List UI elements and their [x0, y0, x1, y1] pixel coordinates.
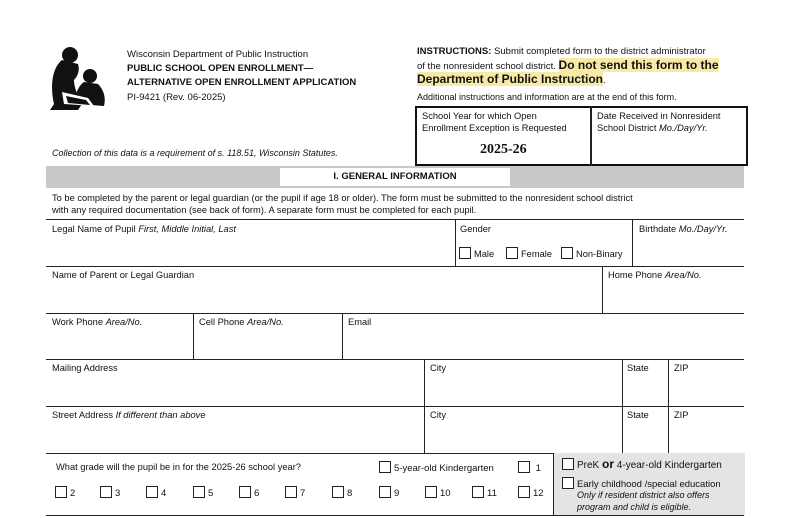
- section-title: I. GENERAL INFORMATION: [280, 168, 510, 186]
- grade-4-checkbox[interactable]: [146, 486, 158, 498]
- early-childhood-note: Only if resident district also offers program and child is eligible.: [577, 490, 710, 512]
- cell-phone-label: Cell Phone Area/No.: [199, 317, 284, 327]
- birthdate-label: Birthdate Mo./Day/Yr.: [639, 224, 728, 234]
- grade-4-option[interactable]: 4: [146, 486, 166, 499]
- additional-instructions: Additional instructions and information are at the end of this form.: [417, 92, 677, 102]
- email-label: Email: [348, 317, 372, 327]
- school-year-label-line2: Enrollment Exception is Requested: [422, 122, 567, 133]
- grade-7-option[interactable]: 7: [285, 486, 305, 499]
- grade-8-checkbox[interactable]: [332, 486, 344, 498]
- zip2-label: ZIP: [674, 410, 689, 420]
- gender-label: Gender: [460, 224, 492, 234]
- gender-male-option[interactable]: Male: [459, 247, 494, 259]
- grade-7-checkbox[interactable]: [285, 486, 297, 498]
- grade-1-option[interactable]: 1: [518, 461, 541, 474]
- cell-phone-field[interactable]: [199, 331, 339, 356]
- collection-note: Collection of this data is a requirement of s. 118.51, Wisconsin Statutes.: [52, 148, 338, 158]
- instructions-line1: Submit completed form to the district administrator: [491, 46, 706, 57]
- grade-5-checkbox[interactable]: [193, 486, 205, 498]
- prek-checkbox[interactable]: [562, 458, 574, 470]
- city2-label: City: [430, 410, 447, 420]
- date-received-format: Mo./Day/Yr.: [659, 122, 708, 133]
- instructions: [417, 46, 747, 88]
- mailing-address-field[interactable]: [52, 377, 420, 403]
- instructions-line2: of the nonresident school district.: [417, 60, 559, 72]
- highlight-end: .: [603, 75, 606, 86]
- date-received-label: [597, 111, 721, 134]
- parent-name-field[interactable]: [52, 284, 598, 310]
- school-year-label-line1: School Year for which Open: [422, 111, 537, 121]
- street-address-label: Street Address If different than above: [52, 410, 206, 420]
- section-intro-line2: with any required documentation (see back of form). A separate form must be completed for each pupil.: [52, 205, 477, 215]
- mailing-address-label: Mailing Address: [52, 363, 118, 373]
- gender-female-checkbox[interactable]: [506, 247, 518, 259]
- grade-question: What grade will the pupil be in for the 2025-26 school year?: [56, 462, 301, 472]
- grade-6-option[interactable]: 6: [239, 486, 259, 499]
- zip-field[interactable]: [674, 377, 742, 403]
- work-phone-label: Work Phone Area/No.: [52, 317, 143, 327]
- agency-name: Wisconsin Department of Public Instruction: [127, 49, 309, 60]
- city-label: City: [430, 363, 447, 373]
- grade-5k-checkbox[interactable]: [379, 461, 391, 473]
- email-field[interactable]: [348, 331, 742, 356]
- school-year-value: 2025-26: [480, 142, 527, 157]
- form-id: PI-9421 (Rev. 06-2025): [127, 92, 226, 103]
- city2-field[interactable]: [430, 424, 618, 450]
- state-label: State: [627, 363, 649, 373]
- gender-male-checkbox[interactable]: [459, 247, 471, 259]
- form-title-line2: ALTERNATIVE OPEN ENROLLMENT APPLICATION: [127, 77, 357, 88]
- date-received-line2: School District: [597, 122, 659, 133]
- grade-9-option[interactable]: 9: [379, 486, 399, 499]
- zip2-field[interactable]: [674, 424, 742, 450]
- grade-3-checkbox[interactable]: [100, 486, 112, 498]
- state-field[interactable]: [627, 377, 665, 403]
- early-childhood-option[interactable]: Early childhood /special education: [562, 477, 721, 490]
- home-phone-label: Home Phone Area/No.: [608, 270, 702, 280]
- grade-9-checkbox[interactable]: [379, 486, 391, 498]
- grade-12-option[interactable]: 12: [518, 486, 544, 499]
- grade-5-option[interactable]: 5: [193, 486, 213, 499]
- gender-nonbinary-checkbox[interactable]: [561, 247, 573, 259]
- section-intro: [52, 192, 633, 216]
- grade-11-option[interactable]: 11: [472, 486, 497, 499]
- grade-11-checkbox[interactable]: [472, 486, 484, 498]
- street-address-field[interactable]: [52, 424, 420, 450]
- grade-2-checkbox[interactable]: [55, 486, 67, 498]
- gender-nonbinary-option[interactable]: Non-Binary: [561, 247, 623, 259]
- grade-1-checkbox[interactable]: [518, 461, 530, 473]
- date-received-input[interactable]: [596, 148, 740, 160]
- prek-option[interactable]: PreK or 4-year-old Kindergarten: [562, 457, 722, 471]
- form-title-line1: PUBLIC SCHOOL OPEN ENROLLMENT—: [127, 63, 314, 74]
- grade-5k-option[interactable]: 5-year-old Kindergarten: [379, 461, 494, 474]
- school-year-label: [422, 111, 567, 134]
- city-field[interactable]: [430, 377, 618, 403]
- zip-label: ZIP: [674, 363, 689, 373]
- highlight-dpi: Department of Public Instruction: [417, 72, 604, 86]
- pupil-name-field[interactable]: [52, 238, 450, 262]
- work-phone-field[interactable]: [52, 331, 190, 356]
- pupil-name-label: Legal Name of Pupil First, Middle Initial, Last: [52, 224, 236, 234]
- date-received-line1: Date Received in Nonresident: [597, 111, 721, 121]
- state2-field[interactable]: [627, 424, 665, 450]
- grade-2-option[interactable]: 2: [55, 486, 75, 499]
- parent-name-label: Name of Parent or Legal Guardian: [52, 270, 195, 280]
- early-childhood-checkbox[interactable]: [562, 477, 574, 489]
- grade-6-checkbox[interactable]: [239, 486, 251, 498]
- instructions-label: INSTRUCTIONS:: [417, 46, 492, 57]
- grade-3-option[interactable]: 3: [100, 486, 120, 499]
- grade-10-checkbox[interactable]: [425, 486, 437, 498]
- state2-label: State: [627, 410, 649, 420]
- section-intro-line1: To be completed by the parent or legal guardian (or the pupil if age 18 or older). The form must be submitted to the nonresident school district: [52, 193, 633, 203]
- gender-female-option[interactable]: Female: [506, 247, 552, 259]
- grade-8-option[interactable]: 8: [332, 486, 352, 499]
- grade-10-option[interactable]: 10: [425, 486, 451, 499]
- grade-12-checkbox[interactable]: [518, 486, 530, 498]
- birthdate-field[interactable]: [638, 238, 742, 262]
- dpi-logo: [48, 46, 114, 112]
- highlight-do-not-send: Do not send this form to the: [558, 57, 719, 72]
- home-phone-field[interactable]: [608, 284, 742, 310]
